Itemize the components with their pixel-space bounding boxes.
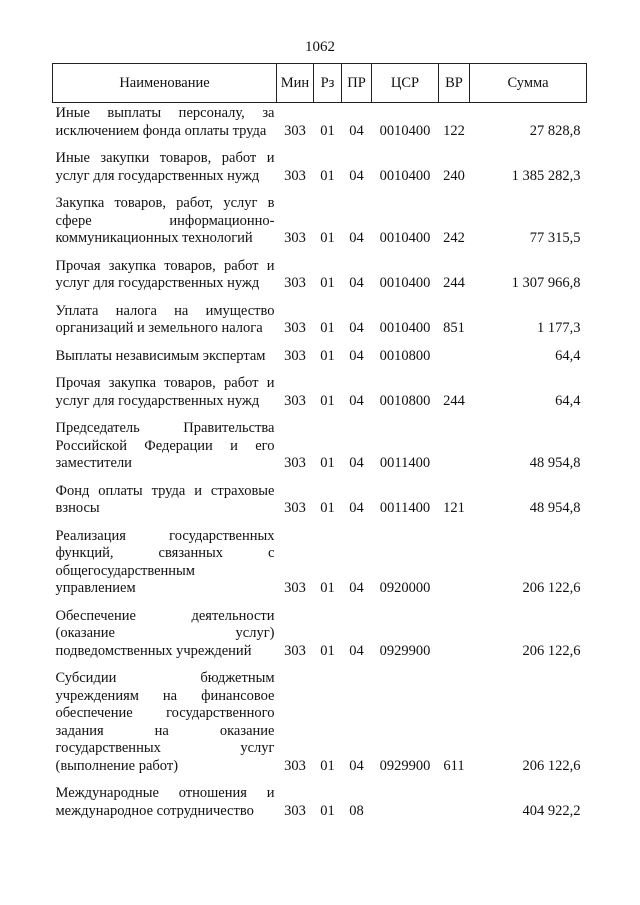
cell-name <box>53 250 277 295</box>
cell-expense-type <box>439 340 470 368</box>
cell-expense-type: 851 <box>443 320 465 336</box>
cell-target-article: 0010800 <box>379 347 431 364</box>
cell-target-article: 0920000 <box>379 580 431 596</box>
cell-subsection: 04 <box>349 500 364 516</box>
cell-subsection: 04 <box>349 320 364 336</box>
cell-name <box>53 142 277 187</box>
cell-subsection: 04 <box>349 167 364 184</box>
cell-ministry: 303 <box>284 392 306 409</box>
table-row <box>53 412 587 475</box>
cell-name-text: Иные выплаты персоналу, за исключением фонда оплаты труда <box>55 105 275 139</box>
cell-section: 01 <box>320 392 335 409</box>
cell-target-article: 0929900 <box>379 642 431 659</box>
cell-amount: 64,4 <box>555 392 581 409</box>
cell-name-text: Председатель Правительства Российской Федерации и его заместители <box>55 420 275 471</box>
cell-target-article: 0010400 <box>379 320 431 336</box>
cell-name-text: Уплата налога на имущество организаций и земельного налога <box>55 302 275 336</box>
cell-amount: 1 177,3 <box>537 320 581 336</box>
cell-section: 01 <box>320 230 335 246</box>
table-row <box>53 103 587 143</box>
cell-name <box>53 662 277 777</box>
cell-ministry: 303 <box>284 642 306 659</box>
cell-name-text: Прочая закупка товаров, работ и услуг для государственных нужд <box>55 257 275 291</box>
table-row <box>53 520 587 600</box>
table-row <box>53 142 587 187</box>
cell-name-text: Выплаты независимым экспертам <box>55 347 266 364</box>
cell-expense-type: 122 <box>443 122 465 139</box>
cell-target-article: 0010400 <box>379 230 431 246</box>
cell-subsection: 04 <box>349 757 364 774</box>
cell-section: 01 <box>320 802 335 819</box>
header-ministry: Мин <box>277 64 314 103</box>
table-row <box>53 340 587 368</box>
cell-amount: 1 307 966,8 <box>511 275 581 291</box>
cell-name <box>53 520 277 600</box>
table-row <box>53 187 587 250</box>
table-row <box>53 295 587 340</box>
cell-target-article: 0929900 <box>379 757 431 774</box>
cell-ministry: 303 <box>284 802 306 819</box>
cell-subsection: 08 <box>349 802 364 819</box>
cell-name-text: Обеспечение деятельности (оказание услуг) подведомственных учреждений <box>55 607 275 659</box>
cell-target-article: 0010400 <box>379 275 431 291</box>
cell-expense-type <box>439 412 470 475</box>
cell-subsection: 04 <box>349 122 364 139</box>
cell-amount: 48 954,8 <box>529 500 581 516</box>
cell-name-text: Иные закупки товаров, работ и услуг для государственных нужд <box>55 150 275 184</box>
cell-ministry: 303 <box>284 122 306 139</box>
header-section: Рз <box>314 64 342 103</box>
cell-subsection: 04 <box>349 275 364 291</box>
table-row <box>53 475 587 520</box>
cell-amount: 1 385 282,3 <box>511 167 581 184</box>
table-row <box>53 777 587 822</box>
cell-section: 01 <box>320 642 335 659</box>
cell-section: 01 <box>320 455 335 471</box>
cell-amount: 206 122,6 <box>522 580 581 596</box>
cell-target-article: 0010400 <box>379 167 431 184</box>
cell-name-text: Фонд оплаты труда и страховые взносы <box>55 482 275 516</box>
page-number: 1062 <box>305 39 335 55</box>
cell-amount: 64,4 <box>555 347 581 364</box>
cell-amount: 77 315,5 <box>529 230 581 246</box>
cell-ministry: 303 <box>284 230 306 246</box>
cell-subsection: 04 <box>349 580 364 596</box>
header-name: Наименование <box>53 64 277 103</box>
cell-amount: 404 922,2 <box>522 802 581 819</box>
budget-table <box>52 63 587 822</box>
cell-subsection: 04 <box>349 230 364 246</box>
cell-subsection: 04 <box>349 642 364 659</box>
table-row <box>53 250 587 295</box>
header-amount: Сумма <box>470 64 587 103</box>
cell-name <box>53 340 277 368</box>
cell-section: 01 <box>320 580 335 596</box>
cell-name <box>53 103 277 143</box>
cell-expense-type: 244 <box>443 392 465 409</box>
cell-expense-type <box>439 520 470 600</box>
cell-section: 01 <box>320 500 335 516</box>
cell-expense-type <box>439 777 470 822</box>
cell-ministry: 303 <box>284 167 306 184</box>
cell-subsection: 04 <box>349 347 364 364</box>
cell-subsection: 04 <box>349 392 364 409</box>
cell-section: 01 <box>320 122 335 139</box>
cell-amount: 206 122,6 <box>522 642 581 659</box>
cell-section: 01 <box>320 320 335 336</box>
cell-ministry: 303 <box>284 275 306 291</box>
cell-ministry: 303 <box>284 500 306 516</box>
cell-ministry: 303 <box>284 757 306 774</box>
cell-section: 01 <box>320 347 335 364</box>
table-row <box>53 600 587 663</box>
cell-name <box>53 475 277 520</box>
cell-name-text: Реализация государственных функций, связанных с общегосударственным управлением <box>55 527 275 596</box>
cell-name <box>53 600 277 663</box>
cell-name-text: Международные отношения и международное сотрудничество <box>55 785 275 819</box>
cell-name <box>53 777 277 822</box>
cell-section: 01 <box>320 167 335 184</box>
cell-target-article: 0011400 <box>379 455 431 471</box>
cell-expense-type: 240 <box>443 167 465 184</box>
cell-ministry: 303 <box>284 347 306 364</box>
cell-target-article: 0010400 <box>379 122 431 139</box>
cell-target-article <box>372 777 439 822</box>
cell-expense-type: 121 <box>443 500 465 516</box>
table-row <box>53 662 587 777</box>
cell-name-text: Закупка товаров, работ, услуг в сфере информационно-коммуникационных технологий <box>55 195 275 246</box>
cell-name-text: Прочая закупка товаров, работ и услуг для государственных нужд <box>55 375 275 409</box>
cell-name <box>53 412 277 475</box>
cell-name <box>53 187 277 250</box>
cell-ministry: 303 <box>284 580 306 596</box>
table-header-row <box>53 64 587 103</box>
cell-ministry: 303 <box>284 455 306 471</box>
cell-name <box>53 367 277 412</box>
cell-target-article: 0011400 <box>379 500 431 516</box>
cell-section: 01 <box>320 757 335 774</box>
cell-expense-type: 611 <box>443 757 465 774</box>
cell-expense-type: 244 <box>443 275 465 291</box>
cell-amount: 48 954,8 <box>529 455 581 471</box>
header-expense-type: ВР <box>439 64 470 103</box>
cell-subsection: 04 <box>349 455 364 471</box>
cell-target-article: 0010800 <box>379 392 431 409</box>
cell-expense-type: 242 <box>443 230 465 246</box>
cell-name-text: Субсидии бюджетным учреждениям на финансовое обеспечение государственного задания на оказание государственных услуг (выполнение работ) <box>55 670 275 774</box>
table-body <box>53 103 587 823</box>
cell-ministry: 303 <box>284 320 306 336</box>
header-subsection: ПР <box>342 64 372 103</box>
table-row <box>53 367 587 412</box>
cell-expense-type <box>439 600 470 663</box>
cell-amount: 206 122,6 <box>522 757 581 774</box>
cell-amount: 27 828,8 <box>529 122 581 139</box>
cell-name <box>53 295 277 340</box>
header-target-article: ЦСР <box>372 64 439 103</box>
cell-section: 01 <box>320 275 335 291</box>
